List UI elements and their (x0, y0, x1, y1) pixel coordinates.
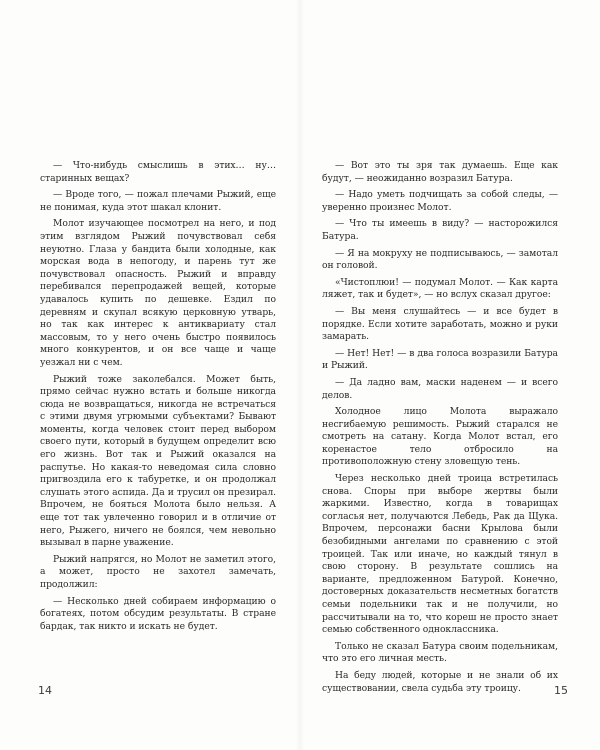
paragraph: — Вы меня слушайтесь — и все будет в порядке. Если хотите заработать, можно и руки замарать. (322, 305, 558, 343)
paragraph: — Что-нибудь смыслишь в этих… ну… старинных вещах? (40, 160, 276, 184)
paragraph: На беду людей, которые и не знали об их существовании, свела судьба эту троицу. (322, 669, 558, 694)
paragraph: — Вроде того, — пожал плечами Рыжий, еще не понимая, куда этот шакал клонит. (40, 189, 276, 213)
paragraph: — Нет! Нет! — в два голоса возразили Батура и Рыжий. (322, 347, 558, 372)
page-number-left: 14 (38, 684, 52, 697)
page-number-right: 15 (554, 684, 568, 697)
right-page-text (322, 160, 558, 699)
paragraph: — Что ты имеешь в виду? — насторожился Батура. (322, 218, 558, 242)
paragraph: Рыжий напрягся, но Молот не заметил этого, а может, просто не захотел замечать, продолжил: (40, 553, 276, 590)
paragraph: Только не сказал Батура своим подельникам, что это его личная месть. (322, 640, 558, 665)
paragraph: Молот изучающее посмотрел на него, и под этим взглядом Рыжий почувствовал себя неуютно. Глаза у бандита были холодные, как морская вода в непогоду, и парень тут же почувствовал опасность. Рыжий и вправду перебивался перепродажей вещей, которые удавалось купить по дешевке. Ездил по деревням и скупал всякую церковную утварь, но так как интерес к антиквариату стал массовым, то у него очень быстро появилось много конкурентов, и он все чаще и чаще уезжал ни с чем. (40, 218, 276, 368)
left-page-text (40, 160, 276, 637)
paragraph: Рыжий тоже заколебался. Может быть, прямо сейчас нужно встать и больше никогда сюда не возвращаться, никогда не встречаться с этими двумя угрюмыми субъектами? Бывают моменты, когда человек стоит перед выбором своего пути, который в будущем определит всю его жизнь. Вот так и Рыжий оказался на распутье. Но какая-то неведомая сила словно пригвоздила его к табуретке, и он продолжал слушать этого аспида. Да и трусил он презирал. Впрочем, не бояться Молота было нельзя. А еще тот так увлеченно говорил и в отличие от него, Рыжего, ничего не боялся, чем невольно вызывал в парне уважение. (40, 373, 276, 549)
paragraph: Холодное лицо Молота выражало несгибаемую решимость. Рыжий старался не смотреть на сатану. Когда Молот встал, его коренастое тело отбросило на противоположную стену зловещую тень. (322, 406, 558, 468)
paragraph: «Чистоплюи! — подумал Молот. — Как карта ляжет, так и будет», — но вслух сказал другое: (322, 276, 558, 301)
paragraph: Через несколько дней троица встретилась снова. Споры при выборе жертвы были жаркими. Известно, когда в товарищах согласья нет, получаются Лебедь, Рак да Щука. Впрочем, персонажи басни Крылова были безобидными ангелами по сравнению с этой троицей. Так или иначе, но каждый тянул в свою сторону. В результате сошлись на варианте, предложенном Батурой. Конечно, достоверных доказательств несметных богатств семьи подельники так и не получили, но рассчитывали на то, что кореш не просто знает семью собственного одноклассника. (322, 473, 558, 636)
paragraph: — Надо уметь подчищать за собой следы, — уверенно произнес Молот. (322, 189, 558, 213)
paragraph: — Вот это ты зря так думаешь. Еще как будут, — неожиданно возразил Батура. (322, 160, 558, 184)
paragraph: — Несколько дней собираем информацию о богатеях, потом обсудим результаты. В стране бардак, так никто и искать не будет. (40, 595, 276, 632)
paragraph: — Я на мокруху не подписываюсь, — замотал он головой. (322, 247, 558, 272)
paragraph: — Да ладно вам, маски наденем — и всего делов. (322, 376, 558, 401)
page-gutter (296, 0, 304, 750)
